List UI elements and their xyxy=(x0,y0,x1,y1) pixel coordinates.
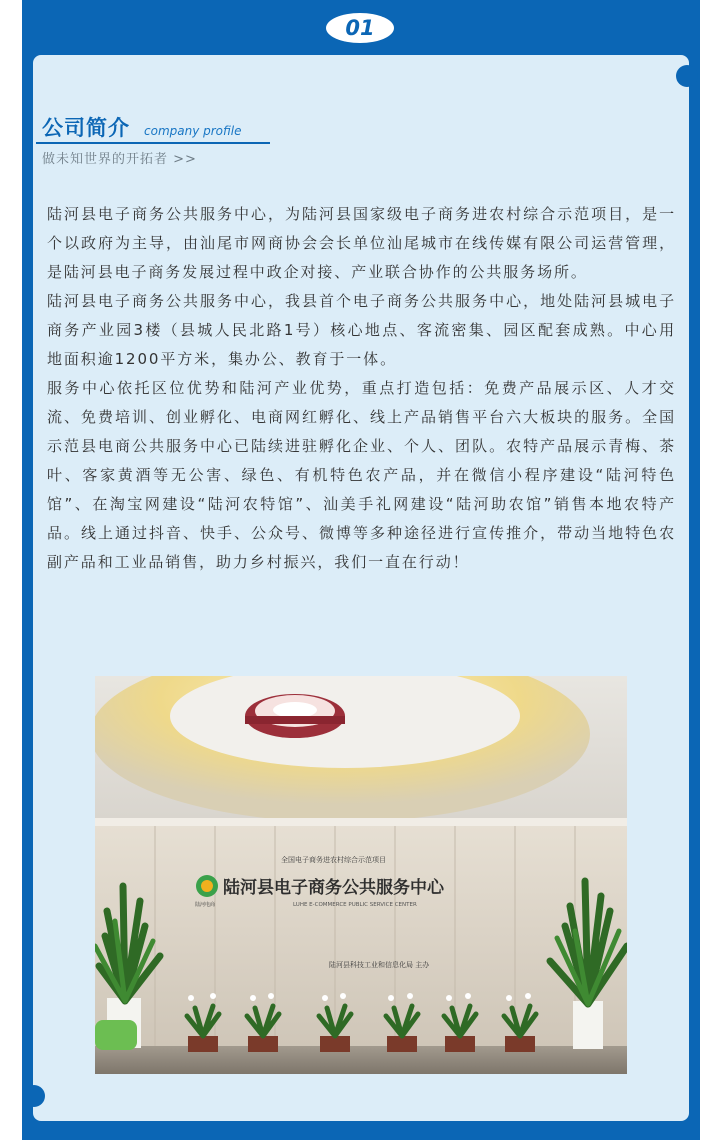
service-center-photo xyxy=(95,676,627,1074)
decorative-dot-right xyxy=(676,65,698,87)
section-slogan: 做未知世界的开拓者 >> xyxy=(42,152,197,167)
logo-caption: 陆河电商 xyxy=(195,902,216,908)
paragraph: 陆河县电子商务公共服务中心，我县首个电子商务公共服务中心，地处陆河县城电子商务产业园3楼（县城人民北路1号）核心地点、客流密集、园区配套成熟。中心用地面积逾1200平方米，集办公、教育于一体。 xyxy=(47,292,676,368)
section-subtitle: company profile xyxy=(144,124,242,138)
paragraph: 服务中心依托区位优势和陆河产业优势，重点打造包括：免费产品展示区、人才交流、免费培训、创业孵化、电商网红孵化、线上产品销售平台六大板块的服务。全国示范县电商公共服务中心已陆续进驻孵化企业、个人、团队。农特产品展示青梅、茶叶、客家黄酒等无公害、绿色、有机特色农产品，并在微信小程序建设“陆河特色馆”、在淘宝网建设“陆河农特馆”、汕美手礼网建设“陆河助农馆”销售本地农特产品。线上通过抖音、快手、公众号、微博等多种途径进行宣传推介，带动当地特色农副产品和工业品销售，助力乡村振兴，我们一直在行动！ xyxy=(47,379,676,571)
section-number-badge: 01 xyxy=(326,13,394,43)
section-heading xyxy=(42,112,241,142)
title-underline xyxy=(36,142,270,144)
wall-top-text: 全国电子商务进农村综合示范项目 xyxy=(281,856,386,864)
paragraph: 陆河县电子商务公共服务中心，为陆河县国家级电子商务进农村综合示范项目，是一个以政府为主导，由汕尾市网商协会会长单位汕尾城市在线传媒有限公司运营管理，是陆河县电子商务发展过程中政企对接、产业联合协作的公共服务场所。 xyxy=(47,205,676,281)
wall-en-text: LUHE E-COMMERCE PUBLIC SERVICE CENTER xyxy=(293,902,417,908)
section-title: 公司简介 xyxy=(42,116,130,140)
wall-sponsor-text: 陆河县科技工业和信息化局 主办 xyxy=(329,961,430,969)
decorative-dot-left xyxy=(23,1085,45,1107)
wall-main-text: 陆河县电子商务公共服务中心 xyxy=(223,878,444,898)
body-text xyxy=(47,200,676,577)
